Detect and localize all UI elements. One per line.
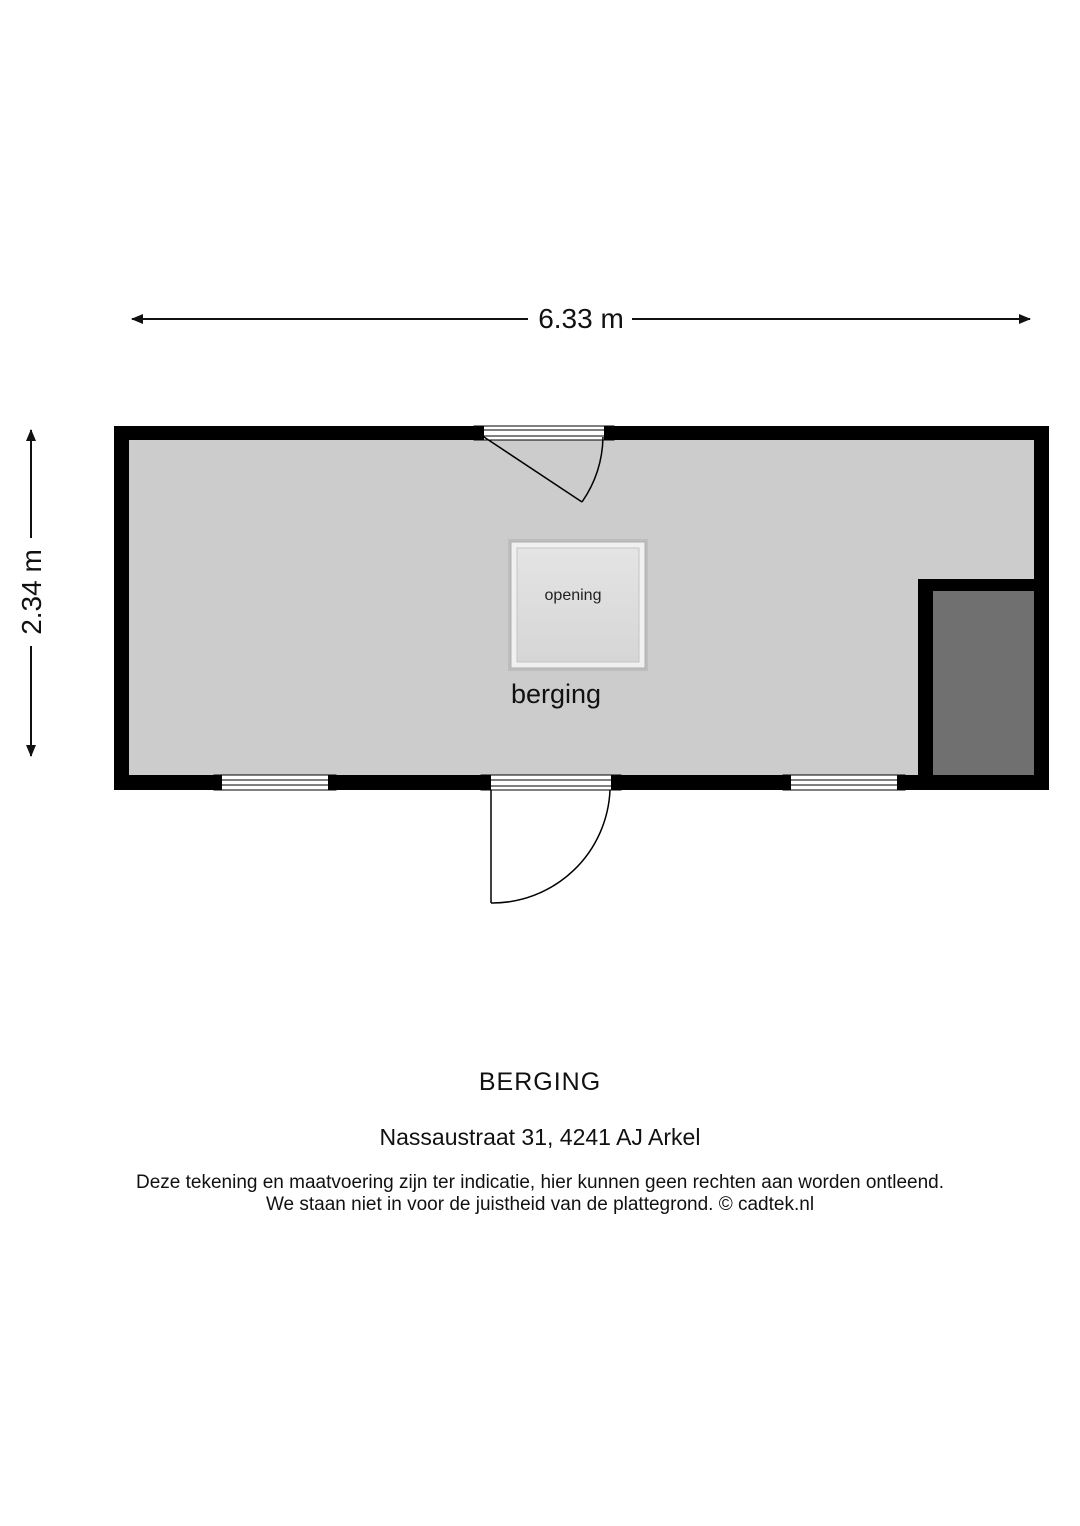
bottom-door-jamb-left — [481, 775, 491, 790]
window-right-jamb-r — [897, 775, 905, 790]
bottom-door-jamb-right — [611, 775, 621, 790]
window-right-frame — [783, 775, 905, 790]
bottom-door — [481, 775, 621, 903]
opening-label: opening — [544, 587, 602, 604]
height-dimension-label: 2.34 m — [16, 549, 47, 635]
top-door-jamb-left — [474, 426, 484, 440]
top-door-jamb-right — [604, 426, 614, 440]
window-left-jamb-r — [328, 775, 336, 790]
plan-title: BERGING — [478, 1068, 602, 1096]
top-door-gap — [474, 426, 614, 440]
bottom-window-right — [783, 775, 905, 790]
opening-inner — [517, 548, 639, 662]
window-left-frame — [214, 775, 336, 790]
width-dimension-label: 6.33 m — [538, 303, 624, 334]
storage-alcove — [918, 579, 1049, 790]
plan-disclaimer — [0, 1172, 1080, 1216]
bottom-window-left — [214, 775, 336, 790]
width-dimension — [132, 303, 1030, 334]
bottom-door-gap — [481, 775, 621, 790]
ceiling-opening — [508, 539, 648, 671]
alcove-fill — [933, 591, 1034, 775]
plan-address: Nassaustraat 31, 4241 AJ Arkel — [379, 1124, 701, 1150]
window-right-jamb-l — [783, 775, 791, 790]
disclaimer-line-2: We staan niet in voor de juistheid van de plattegrond. © cadtek.nl — [265, 1194, 815, 1215]
room-label-berging: berging — [510, 679, 602, 709]
window-left-jamb-l — [214, 775, 222, 790]
bottom-door-swing — [491, 790, 610, 903]
disclaimer-line-1: Deze tekening en maatvoering zijn ter indicatie, hier kunnen geen rechten aan worden ontleend. — [135, 1172, 945, 1193]
height-dimension — [16, 430, 47, 756]
